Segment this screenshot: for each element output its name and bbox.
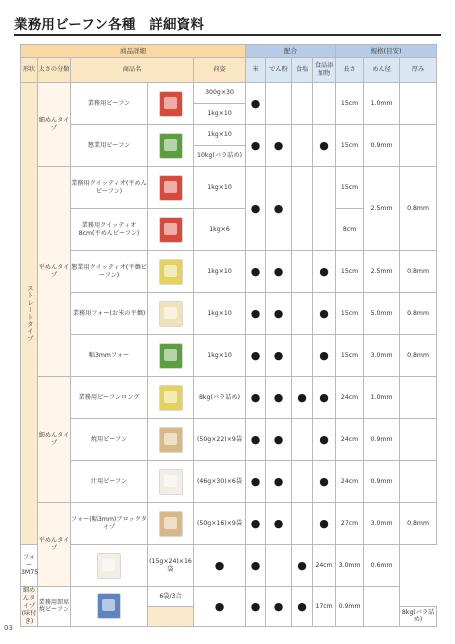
width-value: 1.0mm xyxy=(364,377,400,419)
category-thin-block: 細めんタイプ xyxy=(38,377,71,503)
width-value: 1.0mm xyxy=(364,83,400,125)
packing-value: 1kg×10 xyxy=(194,251,246,293)
rice-dot: ● xyxy=(246,251,266,293)
thickness-value: 0.8mm xyxy=(400,251,437,293)
packing-value: 6袋/3合 xyxy=(148,587,194,607)
thickness-value: 0.8mm xyxy=(400,335,437,377)
additive-dot: ● xyxy=(292,587,313,627)
starch-dot: ● xyxy=(266,167,292,251)
length-value: 15cm xyxy=(336,293,364,335)
salt-cell xyxy=(292,335,313,377)
additive-dot: ● xyxy=(313,293,336,335)
starch-header: でん粉 xyxy=(266,58,292,83)
rice-dot: ● xyxy=(194,587,246,627)
additive-dot: ● xyxy=(313,377,336,419)
additive-dot: ● xyxy=(313,125,336,167)
salt-cell xyxy=(292,251,313,293)
product-thumbnail xyxy=(148,377,194,419)
starch-dot: ● xyxy=(246,587,266,627)
product-thumbnail xyxy=(71,587,148,627)
packing-value: 1kg×10 xyxy=(194,167,246,209)
additive-dot: ● xyxy=(313,461,336,503)
width-value: 0.9mm xyxy=(364,461,400,503)
product-name: 業務用ビーフン xyxy=(71,83,148,125)
additive-dot: ● xyxy=(313,335,336,377)
thickness-value: 0.8mm xyxy=(400,167,437,251)
product-thumbnail xyxy=(148,83,194,125)
length-value: 27cm xyxy=(336,503,364,545)
width-value: 3.0mm xyxy=(336,545,364,587)
product-name: 懇業用クイッティオ(平麺ビーフン) xyxy=(71,251,148,293)
packing-header: 荷姿 xyxy=(194,58,246,83)
additive-dot: ● xyxy=(313,503,336,545)
salt-dot: ● xyxy=(266,587,292,627)
product-thumbnail xyxy=(148,461,194,503)
width-value: 2.5mm xyxy=(364,251,400,293)
width-value: 0.9mm xyxy=(336,587,364,627)
rice-dot: ● xyxy=(246,293,266,335)
starch-dot: ● xyxy=(266,419,292,461)
product-name: 業務用クイッティオ8cm(平めんビーフン) xyxy=(71,209,148,251)
salt-cell xyxy=(266,545,292,587)
thickness-value: 0.8mm xyxy=(400,293,437,335)
starch-dot: ● xyxy=(266,125,292,167)
product-thumbnail xyxy=(148,125,194,167)
width-value: 0.9mm xyxy=(364,419,400,461)
starch-dot: ● xyxy=(266,293,292,335)
salt-cell xyxy=(292,461,313,503)
length-value: 24cm xyxy=(336,461,364,503)
starch-cell xyxy=(266,83,292,125)
rice-header: 米 xyxy=(246,58,266,83)
length-value: 15cm xyxy=(336,251,364,293)
salt-dot: ● xyxy=(292,377,313,419)
length-value: 8cm xyxy=(336,209,364,251)
shape-straight: ストレートタイプ xyxy=(21,83,38,545)
product-thumbnail xyxy=(148,167,194,209)
page-title: 業務用ビーフン各種 詳細資料 xyxy=(14,17,205,33)
product-name: 業務用クイッティオ(平めんビーフン) xyxy=(71,167,148,209)
length-value: 24cm xyxy=(336,377,364,419)
rice-dot: ● xyxy=(246,461,266,503)
packing-value: (46g×30)×6袋 xyxy=(194,461,246,503)
product-name: 懇業用ビーフン xyxy=(71,125,148,167)
salt-cell xyxy=(292,83,313,125)
rice-dot: ● xyxy=(246,335,266,377)
title-underline xyxy=(14,34,441,36)
product-name: 幅3mmフォー xyxy=(71,335,148,377)
packing-value: 8kg(バラ詰め) xyxy=(400,606,437,626)
packing-value: 1kg×6 xyxy=(194,209,246,251)
width-value: 2.5mm xyxy=(364,167,400,251)
product-spec-table xyxy=(20,44,437,627)
packing-value: 1kg×10 xyxy=(194,104,246,125)
product-name: 業務用ビーフンロング xyxy=(71,377,148,419)
salt-cell xyxy=(292,503,313,545)
salt-cell xyxy=(292,293,313,335)
rice-dot: ● xyxy=(246,125,266,167)
packing-value: 300g×30 xyxy=(194,83,246,104)
rice-dot: ● xyxy=(246,419,266,461)
rice-dot: ● xyxy=(194,545,246,587)
width-value: 3.0mm xyxy=(364,503,400,545)
length-value: 15cm xyxy=(336,335,364,377)
packing-value: 10kg(バラ詰め) xyxy=(194,146,246,167)
standard-header: 規格(目安) xyxy=(336,45,437,58)
thickness-value xyxy=(400,419,437,461)
starch-dot: ● xyxy=(246,545,266,587)
category-seasoned: 細めんタイプ(味付き) xyxy=(21,587,37,625)
length-value: 15cm xyxy=(336,125,364,167)
thickness-value: 0.6mm xyxy=(364,545,400,587)
shape-header: 形状 xyxy=(21,58,38,83)
thickness-value xyxy=(400,461,437,503)
additive-cell xyxy=(313,83,336,125)
packing-value: 8kg(バラ詰め) xyxy=(194,377,246,419)
length-header: 長さ xyxy=(336,58,364,83)
width-header: めん径 xyxy=(364,58,400,83)
additive-dot: ● xyxy=(292,545,313,587)
thickness-value xyxy=(400,83,437,125)
product-name: 業務用フォー(お米の平麺) xyxy=(71,293,148,335)
packing-value: 1kg×10 xyxy=(194,335,246,377)
thickness-value xyxy=(364,587,400,627)
page-number: 03 xyxy=(4,624,13,632)
salt-header: 食塩 xyxy=(292,58,313,83)
additive-header: 食品添加物 xyxy=(313,58,336,83)
product-thumbnail xyxy=(148,335,194,377)
rice-dot: ● xyxy=(246,377,266,419)
salt-cell xyxy=(292,419,313,461)
category-flat-block: 平めんタイプ xyxy=(38,503,71,587)
width-value: 3.0mm xyxy=(364,335,400,377)
thickness-value: 0.8mm xyxy=(400,503,437,545)
packing-value: (15g×24)×16袋 xyxy=(148,545,194,587)
salt-cell xyxy=(292,125,313,167)
salt-cell xyxy=(292,167,313,251)
packing-value: (50g×16)×9袋 xyxy=(194,503,246,545)
thickness-value xyxy=(400,377,437,419)
thickness-header: 厚み xyxy=(400,58,437,83)
width-value: 0.9mm xyxy=(364,125,400,167)
additive-cell xyxy=(313,167,336,251)
length-value: 15cm xyxy=(336,83,364,125)
product-name: フォー3M75 xyxy=(21,545,38,587)
additive-dot: ● xyxy=(313,251,336,293)
product-name-header: 商品名 xyxy=(71,58,194,83)
category-thin: 細めんタイプ xyxy=(38,83,71,167)
length-value: 24cm xyxy=(313,545,336,587)
mix-header: 配合 xyxy=(246,45,336,58)
product-thumbnail xyxy=(148,503,194,545)
product-name: 汁用ビーフン xyxy=(71,461,148,503)
packing-value: 1kg×10 xyxy=(194,293,246,335)
category-flat: 平めんタイプ xyxy=(38,167,71,377)
product-thumbnail xyxy=(148,209,194,251)
length-value: 15cm xyxy=(336,167,364,209)
starch-dot: ● xyxy=(266,377,292,419)
length-value: 24cm xyxy=(336,419,364,461)
product-thumbnail xyxy=(148,251,194,293)
length-value: 17cm xyxy=(313,587,336,627)
thickness-value xyxy=(400,125,437,167)
width-value: 5.0mm xyxy=(364,293,400,335)
additive-dot: ● xyxy=(313,419,336,461)
starch-dot: ● xyxy=(266,335,292,377)
product-thumbnail xyxy=(148,419,194,461)
rice-dot: ● xyxy=(246,83,266,125)
starch-dot: ● xyxy=(266,251,292,293)
product-name: 業務用即席焼ビーフン xyxy=(38,587,71,627)
product-thumbnail xyxy=(71,545,148,587)
starch-dot: ● xyxy=(266,503,292,545)
rice-dot: ● xyxy=(246,167,266,251)
packing-value: 1kg×10 xyxy=(194,125,246,146)
product-name: フォー(幅3mm)ブロックタイプ xyxy=(71,503,148,545)
packing-value: (50g×22)×9袋 xyxy=(194,419,246,461)
starch-dot: ● xyxy=(266,461,292,503)
product-thumbnail xyxy=(148,293,194,335)
rice-dot: ● xyxy=(246,503,266,545)
category-header: 太さの分類 xyxy=(38,58,71,83)
product-name: 焼用ビーフン xyxy=(71,419,148,461)
product-info-header: 商品詳細 xyxy=(21,45,246,58)
shape-block xyxy=(148,606,194,626)
